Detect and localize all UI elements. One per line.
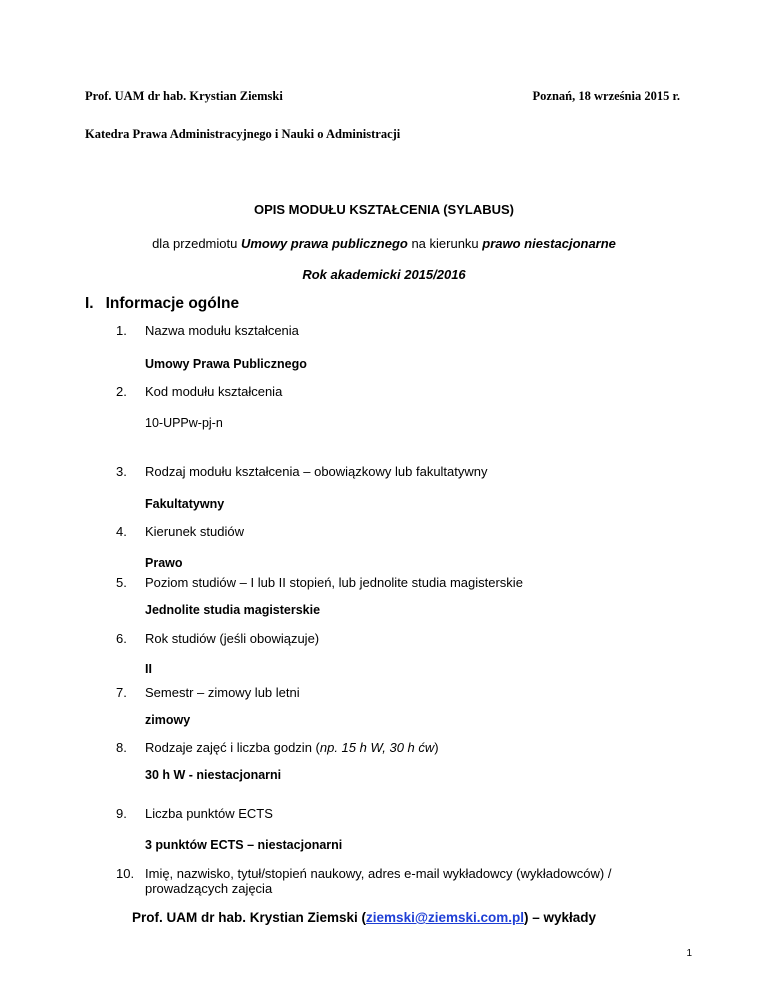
place-date: Poznań, 18 września 2015 r. [532, 89, 680, 103]
academic-year: Rok akademicki 2015/2016 [302, 267, 466, 282]
item-label-10-line1: Imię, nazwisko, tytuł/stopień naukowy, adres e-mail wykładowcy (wykładowców) / [145, 866, 612, 881]
item-label-1: Nazwa modułu kształcenia [145, 323, 299, 338]
item-label-6: Rok studiów (jeśli obowiązuje) [145, 631, 320, 646]
item-number-7: 7. [116, 685, 127, 700]
item-label-8-prefix: Rodzaje zajęć i liczba godzin ( [145, 740, 320, 755]
item-value-6: II [145, 662, 152, 676]
subject-field: prawo niestacjonarne [482, 236, 616, 251]
document-title: OPIS MODUŁU KSZTAŁCENIA (SYLABUS) [254, 202, 514, 217]
item-value-7: zimowy [145, 713, 191, 727]
item-number-9: 9. [116, 806, 127, 821]
item-label-5: Poziom studiów – I lub II stopień, lub jednolite studia magisterskie [145, 575, 523, 590]
item-value-10 [132, 910, 596, 925]
item-number-1: 1. [116, 323, 127, 338]
item-value-8: 30 h W - niestacjonarni [145, 768, 282, 782]
lecturer-text: Prof. UAM dr hab. Krystian Ziemski ( [132, 910, 367, 925]
lecturer-email-link[interactable]: ziemski@ziemski.com.pl [366, 910, 525, 925]
item-value-5: Jednolite studia magisterskie [145, 603, 321, 617]
author-name: Prof. UAM dr hab. Krystian Ziemski [85, 89, 283, 103]
item-label-8 [145, 740, 439, 755]
subject-middle: na kierunku [407, 236, 483, 251]
item-number-3: 3. [116, 464, 127, 479]
item-number-2: 2. [116, 384, 127, 399]
item-label-8-example: np. 15 h W, 30 h ćw [319, 740, 435, 755]
item-label-8-suffix: ) [434, 740, 439, 755]
section-number: I. [85, 295, 94, 312]
item-number-4: 4. [116, 524, 127, 539]
item-label-9: Liczba punktów ECTS [145, 806, 273, 821]
page-number: 1 [686, 948, 692, 959]
subject-name: Umowy prawa publicznego [240, 236, 408, 251]
item-number-10: 10. [116, 866, 135, 881]
item-label-2: Kod modułu kształcenia [145, 384, 283, 399]
item-value-1: Umowy Prawa Publicznego [145, 357, 307, 371]
item-number-6: 6. [116, 631, 127, 646]
item-label-3: Rodzaj modułu kształcenia – obowiązkowy lub fakultatywny [145, 464, 488, 479]
section-heading [85, 295, 239, 313]
item-label-4: Kierunek studiów [145, 524, 244, 539]
item-value-4: Prawo [145, 556, 183, 570]
item-label-7: Semestr – zimowy lub letni [145, 685, 300, 700]
item-number-8: 8. [116, 740, 127, 755]
department-name: Katedra Prawa Administracyjnego i Nauki o Administracji [85, 127, 401, 141]
item-value-9: 3 punktów ECTS – niestacjonarni [145, 838, 343, 852]
item-value-2: 10-UPPw-pj-n [145, 416, 223, 430]
lecturer-suffix: ) – wykłady [524, 910, 597, 925]
item-number-5: 5. [116, 575, 127, 590]
section-title: Informacje ogólne [105, 295, 240, 312]
subject-line [0, 236, 768, 251]
subject-prefix: dla przedmiotu [152, 236, 241, 251]
item-value-3: Fakultatywny [145, 497, 225, 511]
item-label-10-line2: prowadzących zajęcia [145, 881, 273, 896]
